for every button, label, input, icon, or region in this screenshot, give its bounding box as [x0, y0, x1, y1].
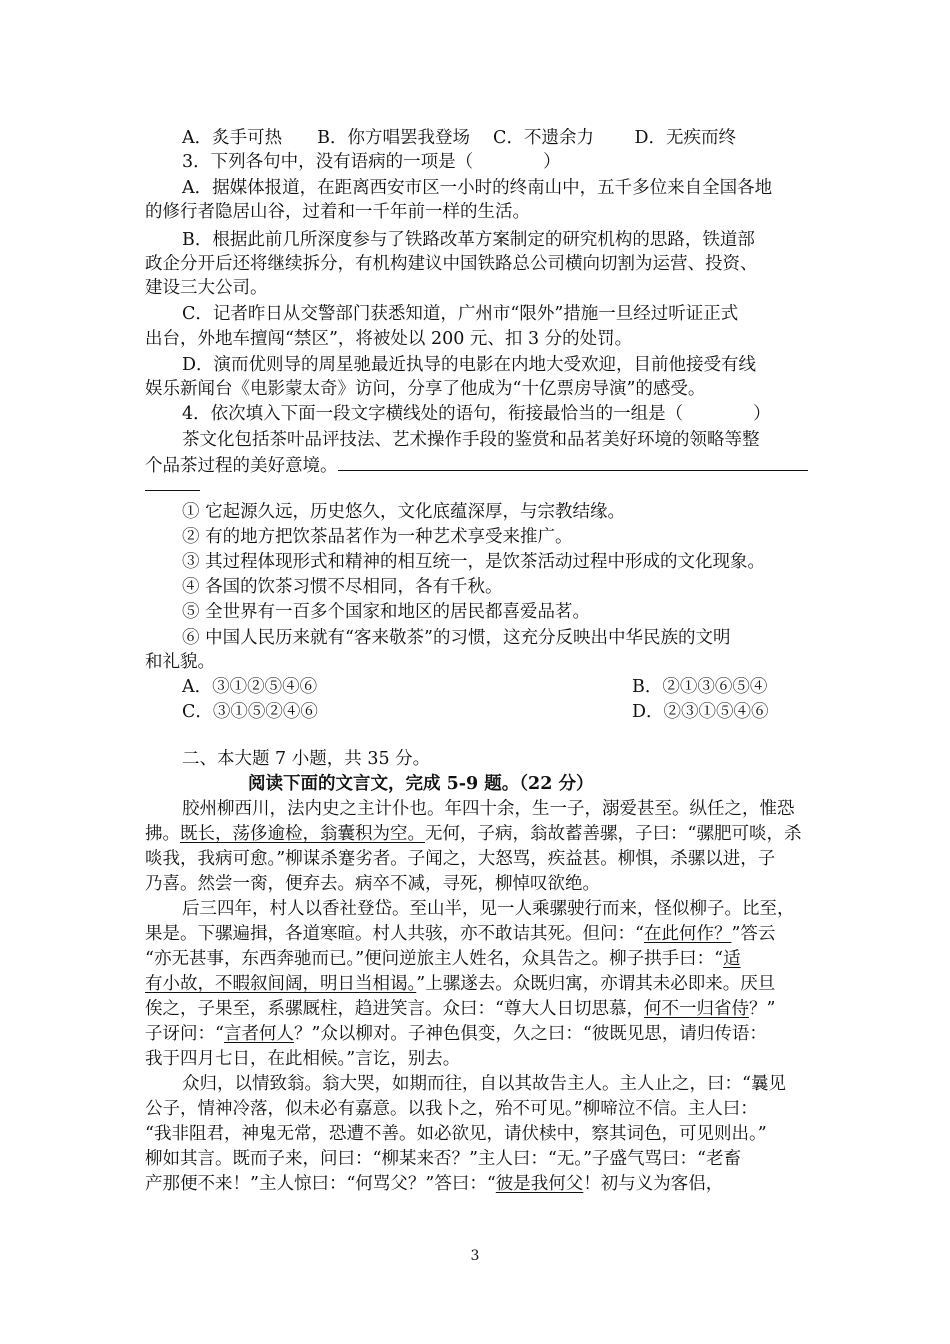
- q3-option-b-line3: 建设三大公司。: [145, 278, 268, 298]
- passage-line-4: 乃喜。然尝一脔，便弃去。病卒不减，寻死，柳悼叹欲绝。: [145, 874, 600, 894]
- passage-line-9: [145, 997, 815, 1021]
- section-2-heading: 二、本大题 7 小题，共 35 分。: [182, 749, 431, 769]
- q4-sentence-3: ③ 其过程体现形式和精神的相互统一，是饮茶活动过程中形成的文化现象。: [182, 552, 766, 572]
- q4-sentence-1: ① 它起源久远，历史悠久，文化底蕴深厚，与宗教结缘。: [182, 502, 626, 522]
- q4-options-row1: [182, 675, 852, 699]
- passage-line-6: [145, 922, 815, 946]
- fill-blank-continuation: [145, 490, 200, 491]
- q3-option-c-line1: C．记者昨日从交警部门获悉知道，广州市“限外”措施一旦经过听证正式: [182, 304, 739, 324]
- page-number: 3: [470, 1248, 480, 1264]
- q4-option-b: B．②①③⑥⑤④: [632, 677, 768, 697]
- passage-text: ！初与义为客侣，: [583, 1174, 724, 1194]
- underlined-sentence: 何不一归省侍: [643, 999, 749, 1019]
- q4-options-row2: [182, 700, 852, 724]
- q3-option-d-line2: 娱乐新闻台《电影蒙太奇》访问，分享了他成为“十亿票房导演”的感受。: [145, 379, 706, 399]
- q3-option-c-line2: 出台，外地车擅闯“禁区”，将被处以 200 元、扣 3 分的处罚。: [145, 329, 633, 349]
- q3-stem: 3．下列各句中，没有语病的一项是（ ）: [182, 152, 561, 172]
- q3-option-a-line2: 的修行者隐居山谷，过着和一千年前一样的生活。: [145, 202, 530, 222]
- passage-line-10: [145, 1022, 815, 1046]
- passage-text: ”上骡遂去。众既归寓，亦谓其未必即来。厌旦: [416, 974, 776, 994]
- q4-sentence-4: ④ 各国的饮茶习惯不尽相同，各有千秋。: [182, 577, 503, 597]
- q4-paragraph-line1: 茶文化包括茶叶品评技法、艺术操作手段的鉴赏和品茗美好环境的领略等整: [182, 430, 760, 450]
- q4-sentence-5: ⑤ 全世界有一百多个国家和地区的居民都喜爱品茗。: [182, 602, 591, 622]
- q3-option-b-line1: B．根据此前几所深度参与了铁路改革方案制定的研究机构的思路，铁道部: [182, 230, 755, 250]
- q4-option-a: A．③①②⑤④⑥: [182, 677, 318, 697]
- q2-options: A．炙手可热 B．你方唱罢我登场 C．不遗余力 D．无疾而终: [182, 128, 737, 148]
- q3-option-b-line2: 政企分开后还将继续拆分，有机构建议中国铁路总公司横向切割为运营、投资、: [145, 254, 758, 274]
- passage-text: 果是。下骡遍揖，各道寒暄。村人共骇，亦不敢诘其死。但问：“: [145, 924, 644, 944]
- passage-line-1: 胶州柳西川，法内史之主计仆也。年四十余，生一子，溺爱甚至。纵任之，惟恐: [182, 799, 795, 819]
- passage-line-7: [145, 947, 815, 971]
- passage-line-12: 众归，以情致翁。翁大哭，如期而往，自以其故告主人。主人止之，曰：“曩见: [182, 1074, 786, 1094]
- passage-line-11: 我于四月七日，在此相候。”言讫，别去。: [145, 1049, 461, 1069]
- underlined-sentence: 适: [723, 949, 741, 969]
- passage-line-14: “我非阻君，神鬼无常，恐遭不善。如必欲见，请伏椟中，察其词色，可见则出。”: [145, 1124, 767, 1144]
- passage-text: ”答云: [731, 924, 776, 944]
- passage-text: ？”: [748, 999, 776, 1019]
- q3-option-d-line1: D．演而优则导的周星驰最近执导的电影在内地大受欢迎，目前他接受有线: [182, 355, 757, 375]
- q4-option-c: C．③①⑤②④⑥: [182, 702, 318, 722]
- passage-text: ？”众以柳对。子神色俱变，久之曰：“彼既见思，请归传语：: [293, 1024, 767, 1044]
- underlined-sentence: 既长，荡侈逾检，翁囊积为空。: [180, 824, 425, 844]
- passage-text: 拂。: [145, 824, 180, 844]
- q4-sentence-6-line2: 和礼貌。: [145, 652, 215, 672]
- q4-sentence-2: ② 有的地方把饮茶品茗作为一种艺术享受来推广。: [182, 527, 573, 547]
- passage-text: “亦无甚事，东西奔驰而已。”便问逆旅主人姓名，众具告之。柳子拱手曰：“: [145, 949, 724, 969]
- q4-option-d: D．②③①⑤④⑥: [632, 702, 769, 722]
- passage-line-3: 啖我，我病可愈。”柳谋杀蹇劣者。子闻之，大怒骂，疾益甚。柳惧，杀骡以进，子: [145, 849, 776, 869]
- q4-stem: 4．依次填入下面一段文字横线处的语句，衔接最恰当的一组是（ ）: [182, 404, 771, 424]
- fill-blank-line: [338, 452, 808, 471]
- passage-text: 无何，子病，翁故蓄善骡，子曰：“骡肥可啖，杀: [425, 824, 802, 844]
- underlined-sentence: 有小故，不暇叙间阔，明日当相谒。: [145, 974, 417, 994]
- q4-sentence-6-line1: ⑥ 中国人民历来就有“客来敬茶”的习惯，这充分反映出中华民族的文明: [182, 628, 731, 648]
- q3-option-a-line1: A．据媒体报道，在距离西安市区一小时的终南山中，五千多位来自全国各地: [182, 178, 773, 198]
- passage-line-8: [145, 972, 815, 996]
- q4-paragraph-text: 个品茶过程的美好意境。: [145, 456, 338, 476]
- passage-text: 子讶问：“: [145, 1024, 224, 1044]
- passage-text: 产那便不来！”主人惊曰：“何骂父？”答曰：“: [145, 1174, 496, 1194]
- passage-line-13: 公子，情神冷落，似未必有嘉意。以我卜之，殆不可见。”柳啼泣不信。主人曰：: [145, 1099, 758, 1119]
- passage-line-15: 柳如其言。既而子来，问曰：“柳某来否？”主人曰：“无。”子盛气骂曰：“老畜: [145, 1149, 741, 1169]
- underlined-sentence: 在此何作？: [643, 924, 732, 944]
- q4-paragraph-line2: [145, 452, 815, 478]
- underlined-sentence: 彼是我何父: [495, 1174, 584, 1194]
- passage-line-5: 后三四年，村人以香社登岱。至山半，见一人乘骡驶行而来，怪似柳子。比至，: [182, 899, 795, 919]
- underlined-sentence: 言者何人: [223, 1024, 294, 1044]
- reading-instruction: 阅读下面的文言文，完成 5-9 题。（22 分）: [248, 774, 594, 794]
- passage-line-2: [145, 822, 815, 846]
- passage-text: 俟之，子果至，系骡厩柱，趋进笑言。众曰：“尊大人日切思慕，: [145, 999, 644, 1019]
- passage-line-16: [145, 1172, 815, 1196]
